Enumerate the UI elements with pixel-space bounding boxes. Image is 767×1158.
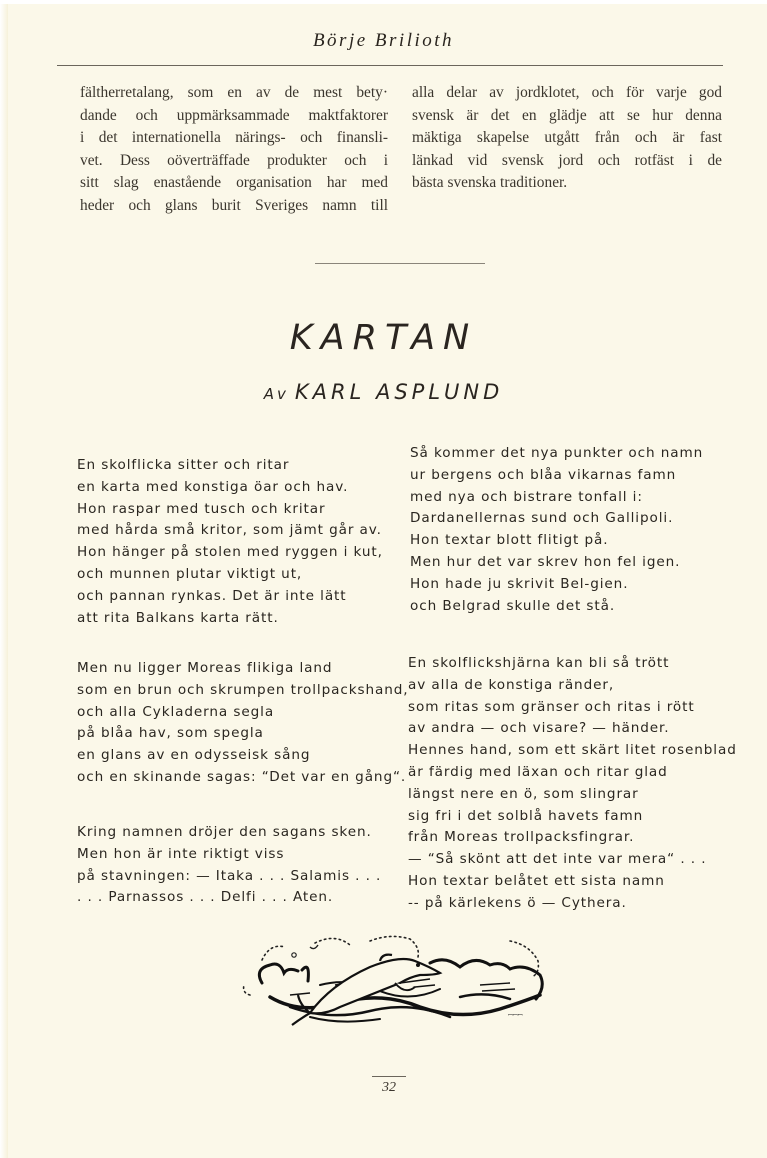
- verse-line: av alla de konstiga ränder,: [408, 676, 615, 693]
- verse-line: sig fri i det solblå havets famn: [408, 807, 644, 824]
- verse-line: längst nere en ö, som slingrar: [408, 785, 639, 802]
- verse-line: och alla Cykladerna segla: [77, 703, 275, 720]
- prose-line: dande och uppmärksammade maktfaktorer: [80, 106, 388, 124]
- folio-rule: [372, 1076, 406, 1077]
- dolphin-waves-icon: [240, 925, 555, 1030]
- page-number: 32: [382, 1080, 396, 1095]
- prose-line: sitt slag enastående organisation har med: [80, 174, 388, 192]
- stanza-2: [410, 443, 703, 617]
- prose-line: heder och glans burit Sveriges namn till: [80, 196, 388, 214]
- stanza-5: [408, 653, 737, 915]
- verse-line: ur bergens och blåa vikarnas famn: [410, 466, 677, 483]
- verse-line: är färdig med läxan och ritar glad: [408, 763, 668, 780]
- prose-column-left: [80, 82, 388, 218]
- prose-line: alla delar av jordklotet, och för varje god: [412, 84, 722, 101]
- verse-line: av andra — och visare? — händer.: [408, 720, 670, 737]
- prose-line: svensk är det en glädje att se hur denna: [412, 106, 722, 124]
- stanza-1: [77, 455, 383, 629]
- verse-line: En skolflickshjärna kan bli så trött: [408, 655, 670, 671]
- verse-line: från Moreas trollpacksfingrar.: [408, 829, 635, 846]
- verse-line: Men hon är inte riktigt viss: [77, 845, 285, 862]
- prose-line: länkad vid svensk jord och rotfäst i de: [412, 151, 722, 169]
- verse-line: på blåa hav, som spegla: [77, 725, 264, 742]
- header-rule: [57, 65, 723, 66]
- stanza-3: [77, 658, 408, 789]
- verse-line: Men hur det var skrev hon fel igen.: [410, 553, 681, 570]
- verse-line: — “Så skönt att det inte var mera“ . . .: [408, 851, 707, 868]
- verse-line: Så kommer det nya punkter och namn: [410, 445, 704, 461]
- verse-line: att rita Balkans karta rätt.: [77, 609, 279, 626]
- verse-line: som en brun och skrumpen trollpackshand,: [77, 681, 409, 698]
- verse-line: . . . Parnassos . . . Delfi . . . Aten.: [77, 889, 334, 906]
- stanza-4: [77, 822, 381, 909]
- verse-line: på stavningen: — Itaka . . . Salamis . . .: [77, 867, 382, 884]
- dolphin-vignette-illustration: [240, 925, 555, 1030]
- prose-line: vet. Dess oöverträffade produkter och i: [80, 151, 388, 169]
- author-name: KARL ASPLUND: [294, 380, 504, 404]
- poem-byline: [0, 380, 767, 404]
- prose-column-right: [412, 82, 722, 195]
- verse-line: Hon hade ju skrivit Bel-gien.: [410, 575, 629, 592]
- verse-line: Men nu ligger Moreas flikiga land: [77, 660, 333, 676]
- verse-line: och Belgrad skulle det stå.: [410, 597, 616, 614]
- verse-line: med hårda små kritor, som jämt går av.: [77, 522, 382, 539]
- svg-text:ꟷꟷꟷ: ꟷꟷꟷ: [508, 1012, 523, 1019]
- page-edge: [0, 0, 8, 1158]
- running-head: Börje Brilioth: [312, 30, 455, 51]
- verse-line: och en skinande sagas: “Det var en gång“.: [77, 768, 407, 785]
- prose-line: i det internationella närings- och finansli-: [80, 129, 388, 147]
- section-divider: [315, 263, 485, 264]
- prose-line: fältherretalang, som en av de mest bety·: [80, 84, 388, 101]
- page-top-edge: [0, 0, 767, 4]
- verse-line: en karta med konstiga öar och hav.: [77, 478, 349, 495]
- verse-line: En skolflicka sitter och ritar: [77, 457, 290, 473]
- verse-line: Hon textar blott flitigt på.: [410, 532, 609, 549]
- verse-line: och pannan rynkas. Det är inte lätt: [77, 587, 347, 604]
- verse-line: och munnen plutar viktigt ut,: [77, 565, 303, 582]
- prose-line: bästa svenska traditioner.: [412, 174, 568, 192]
- verse-line: med nya och bistrare tonfall i:: [410, 488, 643, 505]
- verse-line: Hon textar belåtet ett sista namn: [408, 872, 665, 889]
- verse-line: Hon raspar med tusch och kritar: [77, 500, 326, 517]
- byline-prefix: Av: [263, 385, 289, 403]
- verse-line: Kring namnen dröjer den sagans sken.: [77, 824, 372, 840]
- poem-title: KARTAN: [289, 318, 478, 358]
- verse-line: en glans av en odysseisk sång: [77, 747, 311, 764]
- prose-line: mäktiga skapelse utgått från och är fast: [412, 129, 722, 147]
- verse-line: Hennes hand, som ett skärt litet rosenblad: [408, 742, 737, 759]
- verse-line: Hon hänger på stolen med ryggen i kut,: [77, 544, 383, 561]
- verse-line: Dardanellernas sund och Gallipoli.: [410, 510, 674, 527]
- verse-line: -- på kärlekens ö — Cythera.: [408, 894, 627, 911]
- verse-line: som ritas som gränser och ritas i rött: [408, 698, 695, 715]
